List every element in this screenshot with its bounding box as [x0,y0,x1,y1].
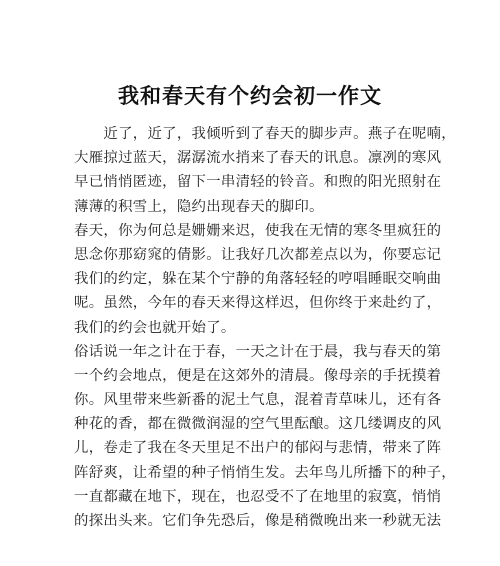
text-line: 一个约会地点，便是在这郊外的清晨。像母亲的手抚摸着 [74,367,442,384]
text-line: 我们的约定，躲在某个宁静的角落轻轻的哼唱睡眠交响曲 [74,271,442,288]
text-line: 春天，你为何总是姗姗来迟，使我在无情的寒冬里疯狂的 [74,222,442,239]
text-line: 薄薄的积雪上，隐约出现春天的脚印。 [74,198,324,215]
text-line: 早已悄悄匿迹，留下一串清轻的铃音。和煦的阳光照射在 [74,174,442,191]
document-title: 我和春天有个约会初一作文 [118,84,382,108]
text-line: 你。风里带来些新番的泥土气息，混着青草味儿，还有各 [74,392,442,409]
text-line: 阵舒爽，让希望的种子悄悄生发。去年鸟儿所播下的种子， [74,464,456,481]
text-line: 近了，近了，我倾听到了春天的脚步声。燕子在呢喃， [74,126,456,142]
text-line: 呢。虽然，今年的春天来得这样迟，但你终于来赴约了， [74,295,442,312]
essay-body [74,122,456,533]
text-line: 大雁掠过蓝天，潺潺流水捎来了春天的讯息。凛冽的寒风 [74,150,442,167]
text-line: 一直都藏在地下，现在，也忍受不了在地里的寂寞，悄悄 [74,488,442,505]
text-line: 儿，卷走了我在冬天里足不出户的郁闷与悲情，带来了阵 [74,440,442,457]
text-line: 的探出头来。它们争先恐后，像是稍微晚出来一秒就无法 [74,513,442,529]
text-line: 我们的约会也就开始了。 [74,319,236,336]
text-line: 思念你那窈窕的倩影。让我好几次都差点以为，你要忘记 [74,246,442,263]
text-line: 俗话说一年之计在于春，一天之计在于晨，我与春天的第 [74,343,442,360]
text-line: 种花的香，都在微微润湿的空气里酝酿。这几缕调皮的风 [74,416,442,433]
